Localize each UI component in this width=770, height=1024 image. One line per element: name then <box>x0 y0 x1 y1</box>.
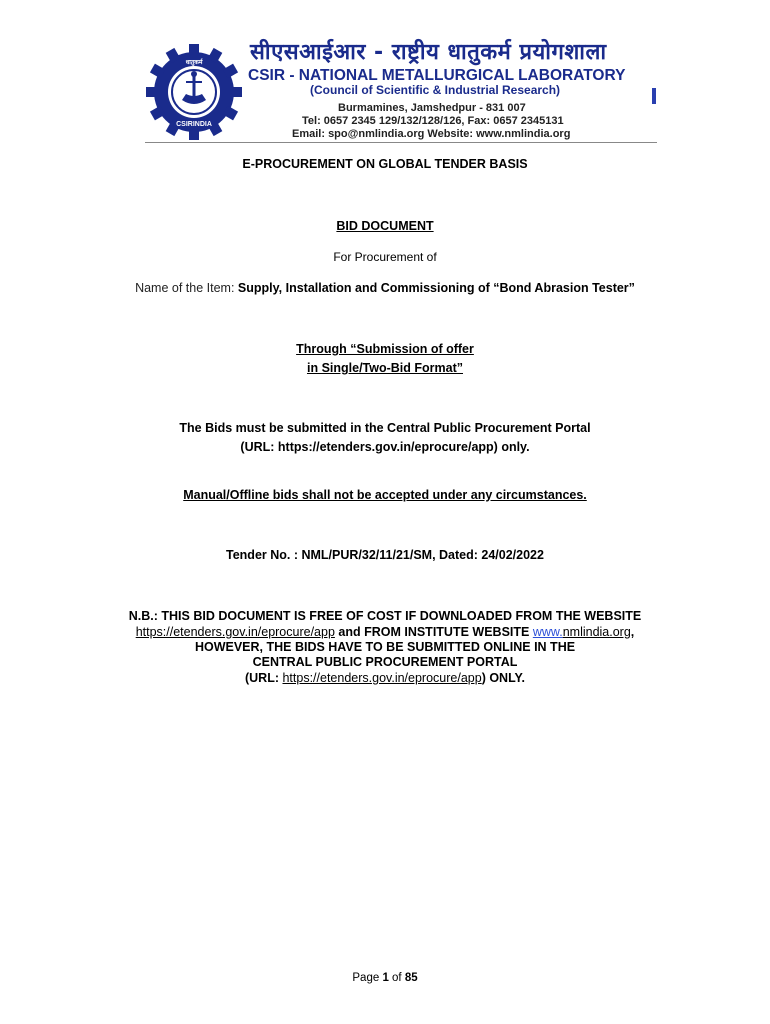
item-label: Name of the Item: <box>135 281 238 295</box>
tender-number: Tender No. : NML/PUR/32/11/21/SM, Dated: 24/02/2022 <box>226 548 544 562</box>
nmlindia-link-prefix[interactable]: www. <box>532 625 563 639</box>
telephone: Tel: 0657 2345 129/132/128/126, Fax: 0657 2345131 <box>302 115 564 127</box>
portal-notice-2: (URL: https://etenders.gov.in/eprocure/app) only. <box>240 440 530 454</box>
item-line <box>0 281 770 295</box>
nb-line-2-end: , <box>630 625 635 639</box>
nb-line-4: CENTRAL PUBLIC PROCUREMENT PORTAL <box>252 655 518 669</box>
email-website: Email: spo@nmlindia.org Website: www.nmlindia.org <box>292 128 571 140</box>
letterhead-divider <box>145 142 657 143</box>
hindi-title: सीएसआईआर - राष्ट्रीय धातुकर्म प्रयोगशाला <box>250 40 607 65</box>
eprocure-link[interactable]: https://etenders.gov.in/eprocure/app <box>282 671 482 685</box>
page-number: 1 <box>382 972 389 984</box>
page-total: 85 <box>404 972 418 984</box>
through-line-1: Through “Submission of offer <box>296 342 474 356</box>
logo-text: CSIRINDIA <box>176 121 212 128</box>
nb-line-5-start: (URL: <box>244 671 283 685</box>
offline-notice: Manual/Offline bids shall not be accepted under any circumstances. <box>183 488 587 502</box>
for-procurement: For Procurement of <box>333 250 437 264</box>
address: Burmamines, Jamshedpur - 831 007 <box>338 102 526 114</box>
page-prefix: Page <box>352 972 383 984</box>
logo-inner-text: धातुकर्म <box>185 59 203 66</box>
bid-document-title: BID DOCUMENT <box>336 219 434 233</box>
nb-line-1: N.B.: THIS BID DOCUMENT IS FREE OF COST IF DOWNLOADED FROM THE WEBSITE <box>128 609 642 623</box>
letterhead <box>140 30 658 142</box>
page-footer <box>0 972 770 984</box>
nb-line-3: HOWEVER, THE BIDS HAVE TO BE SUBMITTED ONLINE IN THE <box>194 640 576 654</box>
nb-line-2 <box>0 625 770 639</box>
lab-name: CSIR - NATIONAL METALLURGICAL LABORATORY <box>248 67 626 84</box>
nb-line-5 <box>0 671 770 685</box>
item-value: Supply, Installation and Commissioning of “Bond Abrasion Tester” <box>237 281 635 295</box>
council-name: (Council of Scientific & Industrial Research) <box>310 83 561 97</box>
nmlindia-link[interactable]: nmlindia.org <box>562 625 631 639</box>
portal-notice-1: The Bids must be submitted in the Central Public Procurement Portal <box>179 421 591 435</box>
document-heading: E-PROCUREMENT ON GLOBAL TENDER BASIS <box>242 157 528 171</box>
csir-logo-icon <box>144 42 244 142</box>
nb-line-5-end: ) ONLY. <box>481 671 525 685</box>
edge-mark <box>652 88 656 104</box>
etenders-link[interactable]: https://etenders.gov.in/eprocure/app <box>135 625 335 639</box>
page-of: of <box>388 972 405 984</box>
nb-line-2-mid: and FROM INSTITUTE WEBSITE <box>334 625 533 639</box>
through-line-2: in Single/Two-Bid Format” <box>306 361 463 375</box>
